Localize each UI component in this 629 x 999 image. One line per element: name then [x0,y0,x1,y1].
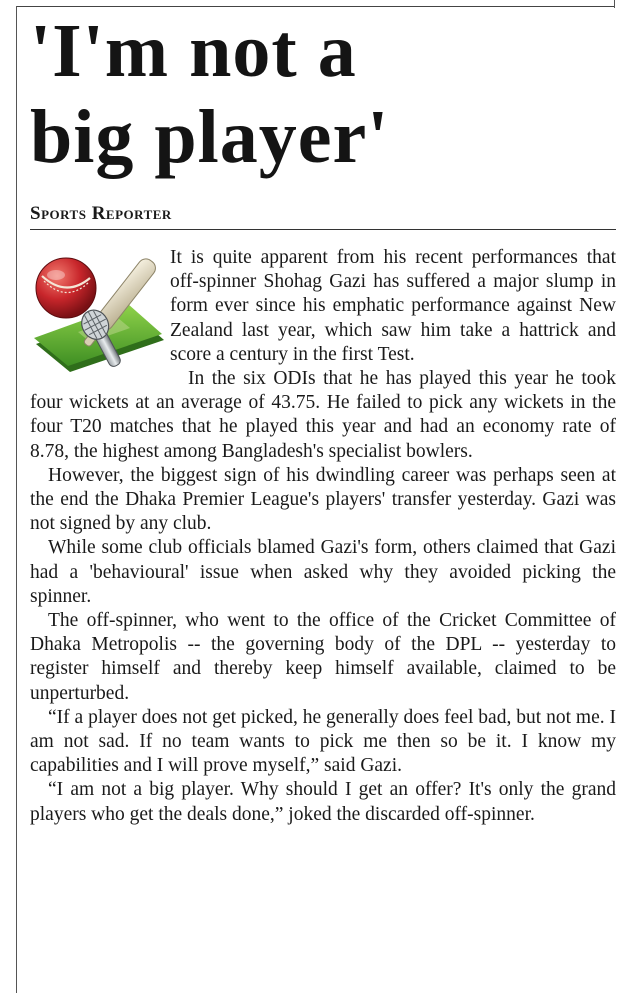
paragraph: However, the biggest sign of his dwindling career was perhaps seen at the end the Dhaka Premier League's players' transfer yesterday. Gazi was not signed by any club. [30,464,616,535]
paragraph: In the six ODIs that he has played this year he took four wickets at an average of 43.75. He failed to pick any wickets in the four T20 matches that he played this year and had an economy rate of 8.78, the highest among Bangladesh's specialist bowlers. [30,368,616,462]
paragraph: While some club officials blamed Gazi's form, others claimed that Gazi had a 'behavioural' issue when asked why they avoided picking the spinner. [30,537,616,607]
headline-line-1: 'I'm not a [30,9,357,93]
byline-row [30,203,616,230]
article [30,8,616,827]
byline: Sports Reporter [30,203,172,224]
article-body [30,246,616,827]
paragraph: “If a player does not get picked, he generally does feel bad, but not me. I am not sad. If no team wants to pick me then so be it. I know my capabilities and I will prove myself,” said Gazi. [30,706,616,777]
paragraph: It is quite apparent from his recent performances that off-spinner Shohag Gazi has suffered a major slump in form ever since his emphatic performance against New Zealand last year, which saw him take a hattrick and score a century in the first Test. [170,247,616,365]
headline-line-2: big player' [30,95,390,179]
top-rule-divider [16,6,615,7]
headline [30,8,616,180]
paragraph: “I am not a big player. Why should I get an offer? It's only the grand players who get the deals done,” joked the discarded off-spinner. [30,779,616,825]
right-rule-divider [614,0,615,8]
column-rule-divider [16,6,17,993]
cricket-ball-bat-microphone-icon [28,248,166,376]
paragraph: The off-spinner, who went to the office of the Cricket Committee of Dhaka Metropolis -- the governing body of the DPL -- yesterday to register himself and thereby keep himself available, claimed to be unperturbed. [30,610,616,704]
